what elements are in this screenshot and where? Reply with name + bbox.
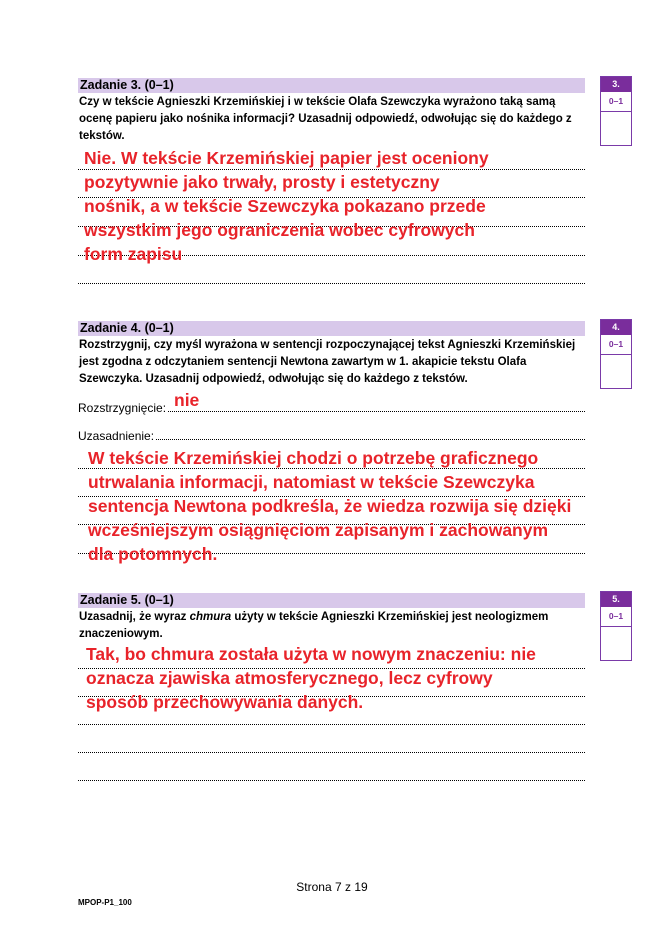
task-3 bbox=[78, 78, 585, 145]
task-5 bbox=[78, 593, 585, 643]
task-3-question: Czy w tekście Agnieszki Krzemińskiej i w tekście Olafa Szewczyka wyrażono taką samą ocenę papieru jako nośnika informacji? Uzasadnij odpowiedź, odwołując się do każdego z tekstów. bbox=[79, 96, 572, 142]
answer-line[interactable] bbox=[78, 752, 585, 753]
document-code: MPOP-P1_100 bbox=[78, 898, 132, 907]
task-4-score-range: 0–1 bbox=[601, 335, 631, 355]
page-number: Strona 7 z 19 bbox=[296, 880, 368, 894]
answer-line[interactable] bbox=[78, 780, 585, 781]
task-5-header: Zadanie 5. (0–1) bbox=[78, 593, 585, 608]
answer-line[interactable] bbox=[78, 283, 585, 284]
answer-line[interactable] bbox=[78, 724, 585, 725]
task-4-score-box bbox=[600, 319, 632, 389]
task-3-score-box bbox=[600, 76, 632, 146]
task-3-score-number: 3. bbox=[601, 77, 631, 92]
task-5-answer: Tak, bo chmura została użyta w nowym znaczeniu: nie oznacza zjawiska atmosferycznego, lecz cyfrowy sposób przechowywania danych. bbox=[86, 644, 536, 712]
task-5-question: Uzasadnij, że wyraz chmura użyty w tekście Agnieszki Krzemińskiej jest neologizmem znaczeniowym. bbox=[79, 611, 549, 640]
task-5-score-number: 5. bbox=[601, 592, 631, 607]
decision-line[interactable] bbox=[78, 401, 585, 415]
task-5-score-box bbox=[600, 591, 632, 661]
justification-label: Uzasadnienie: bbox=[78, 429, 155, 443]
task-4-answer: W tekście Krzemińskiej chodzi o potrzebę graficznego utrwalania informacji, natomiast w tekście Szewczyka sentencja Newtona podkreśla, że wiedza rozwija się dzięki wcześniejszym osiągnięciom zapisanym i zachowanym dla potomnych. bbox=[88, 448, 572, 564]
task-4-header: Zadanie 4. (0–1) bbox=[78, 321, 585, 336]
task-4-score-number: 4. bbox=[601, 320, 631, 335]
task-3-score-range: 0–1 bbox=[601, 92, 631, 112]
task-5-score-range: 0–1 bbox=[601, 607, 631, 627]
justification-line[interactable] bbox=[78, 429, 585, 443]
task-5-score-field[interactable] bbox=[601, 627, 631, 660]
task-4 bbox=[78, 321, 585, 443]
task-3-answer: Nie. W tekście Krzemińskiej papier jest oceniony pozytywnie jako trwały, prosty i estetyczny nośnik, a w tekście Szewczyka pokazano przede wszystkim jego ograniczenia wobec cyfrowych form zapisu bbox=[84, 148, 489, 264]
task-4-score-field[interactable] bbox=[601, 355, 631, 388]
task-3-score-field[interactable] bbox=[601, 112, 631, 145]
decision-label: Rozstrzygnięcie: bbox=[78, 401, 167, 415]
task-4-decision-answer: nie bbox=[174, 390, 200, 410]
task-4-question: Rozstrzygnij, czy myśl wyrażona w sentencji rozpoczynającej tekst Agnieszki Krzemińskiej jest zgodna z odczytaniem sentencji Newtona zawartym w 1. akapicie tekstu Olafa Szewczyka. Uzasadnij odpowiedź, odwołując się do każdego z tekstów. bbox=[79, 339, 576, 385]
task-3-header: Zadanie 3. (0–1) bbox=[78, 78, 585, 93]
term-chmura: chmura bbox=[189, 611, 232, 623]
